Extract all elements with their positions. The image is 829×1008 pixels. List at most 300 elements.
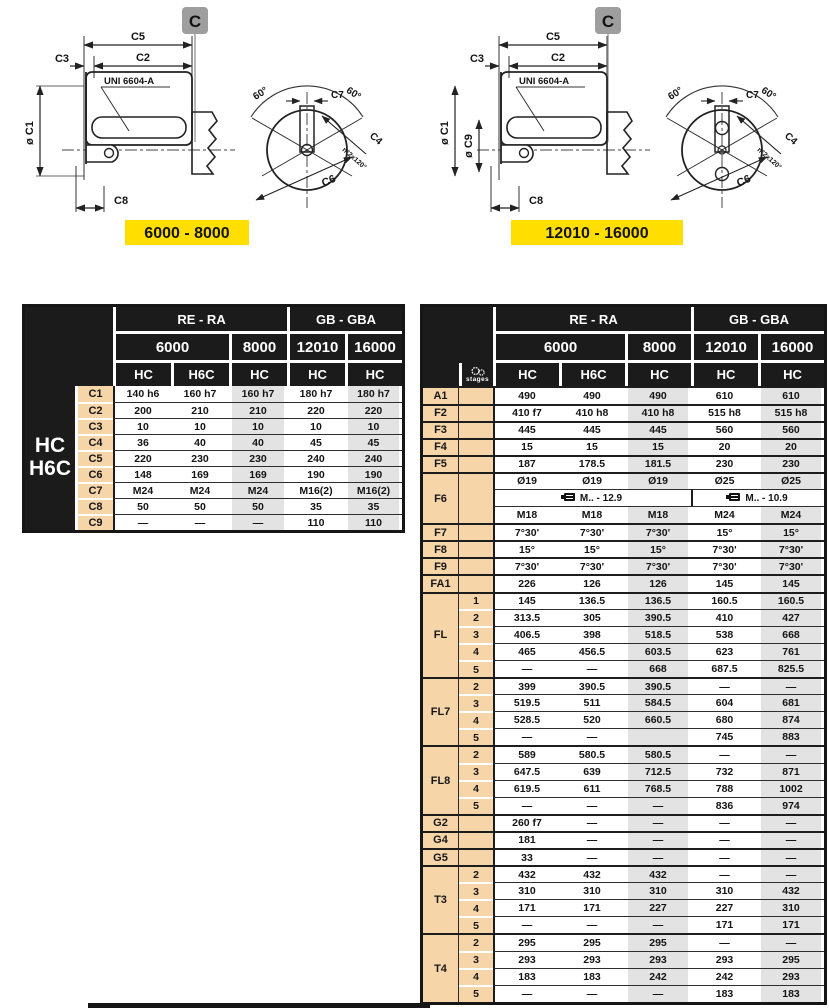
table-row	[423, 592, 824, 609]
value-cell: 295	[493, 933, 559, 950]
value-cell: 295	[625, 933, 691, 950]
row-label: C2	[78, 402, 113, 418]
type-header: HC	[691, 363, 758, 386]
table-row	[423, 797, 824, 814]
value-cell: —	[493, 797, 559, 814]
dim-label-c5: C5	[545, 31, 561, 43]
size-range-label: 12010 - 16000	[545, 225, 649, 242]
value-cell: 220	[345, 402, 402, 418]
header-corner	[25, 307, 113, 386]
value-cell: —	[559, 985, 625, 1002]
size-header: 12010	[691, 334, 758, 363]
value-cell: 7°30'	[559, 523, 625, 540]
table-row	[423, 968, 824, 985]
angle-label-right: 60°	[759, 85, 778, 103]
value-cell: 560	[691, 421, 758, 438]
dim-label-c7: C7	[331, 90, 344, 101]
value-cell: 603.5	[625, 643, 691, 660]
stage-cell: 3	[459, 626, 493, 643]
value-cell: 36	[113, 434, 171, 450]
value-cell: Ø19	[559, 472, 625, 489]
value-cell: 190	[345, 466, 402, 482]
table-row	[25, 466, 402, 482]
value-cell: 7°30'	[691, 540, 758, 557]
stage-cell: 3	[459, 694, 493, 711]
screw-class-cell	[493, 489, 691, 506]
value-cell: 310	[691, 882, 758, 899]
value-cell: 126	[625, 574, 691, 591]
type-header: HC	[625, 363, 691, 386]
value-cell: —	[758, 677, 824, 694]
value-cell: 7°30'	[493, 523, 559, 540]
table-row	[423, 660, 824, 677]
row-label: C3	[78, 418, 113, 434]
series-header-gb-gba: GB - GBA	[691, 307, 824, 334]
value-cell: 20	[758, 438, 824, 455]
value-cell: —	[559, 848, 625, 865]
value-cell: 490	[493, 386, 559, 403]
value-cell: 432	[559, 865, 625, 882]
stage-cell: 2	[459, 609, 493, 626]
stage-cell: 4	[459, 968, 493, 985]
value-cell: —	[625, 916, 691, 933]
value-cell: 200	[113, 402, 171, 418]
dim-label-c3: C3	[54, 53, 70, 65]
value-cell: 580.5	[559, 745, 625, 762]
table-row	[423, 865, 824, 882]
value-cell: M24	[113, 482, 171, 498]
value-cell: 220	[113, 450, 171, 466]
value-cell: —	[493, 916, 559, 933]
table-row	[423, 831, 824, 848]
value-cell: 410 f7	[493, 404, 559, 421]
value-cell: 310	[758, 899, 824, 916]
value-cell: —	[559, 797, 625, 814]
row-label: C4	[78, 434, 113, 450]
value-cell: —	[559, 660, 625, 677]
value-cell: —	[691, 677, 758, 694]
value-cell: 745	[691, 728, 758, 745]
table-row	[423, 438, 824, 455]
table-row	[423, 728, 824, 745]
size-header: 8000	[229, 334, 287, 363]
table-row	[423, 421, 824, 438]
row-label: F2	[423, 404, 459, 421]
dim-label-c1: ø C1	[24, 121, 36, 145]
value-cell: 432	[625, 865, 691, 882]
value-cell: 390.5	[559, 677, 625, 694]
value-cell: 110	[287, 514, 345, 530]
value-cell: 7°30'	[758, 557, 824, 574]
table-row	[423, 455, 824, 472]
dim-label-c8: C8	[114, 195, 129, 207]
table-row	[25, 482, 402, 498]
value-cell: 768.5	[625, 780, 691, 797]
value-cell: 10	[345, 418, 402, 434]
table-row	[423, 882, 824, 899]
value-cell: —	[758, 745, 824, 762]
value-cell: 310	[625, 882, 691, 899]
row-label: F7	[423, 523, 459, 540]
dim-label-c3: C3	[469, 53, 485, 65]
value-cell: 230	[758, 455, 824, 472]
value-cell: —	[559, 728, 625, 745]
value-cell: —	[758, 865, 824, 882]
value-cell: 295	[758, 951, 824, 968]
value-cell: 390.5	[625, 609, 691, 626]
type-header-row	[423, 363, 824, 386]
table-row	[423, 574, 824, 591]
corner-tag-letter: C	[188, 12, 202, 31]
value-cell: M24	[229, 482, 287, 498]
value-cell: 35	[345, 498, 402, 514]
table-row	[423, 933, 824, 950]
hc-h6c-dimension-table	[22, 304, 405, 533]
stage-cell	[459, 814, 493, 831]
stage-cell: 4	[459, 711, 493, 728]
keyway-slot	[92, 117, 186, 138]
table-row	[423, 780, 824, 797]
value-cell: 445	[559, 421, 625, 438]
value-cell: 7°30'	[559, 557, 625, 574]
side-label-line: HC	[34, 434, 66, 458]
row-label: F3	[423, 421, 459, 438]
value-cell: 7°30'	[691, 557, 758, 574]
value-cell: —	[691, 745, 758, 762]
value-cell: 145	[493, 592, 559, 609]
value-cell: 210	[229, 402, 287, 418]
stage-cell	[459, 848, 493, 865]
value-cell: 230	[691, 455, 758, 472]
stage-cell: 5	[459, 728, 493, 745]
value-cell: 668	[758, 626, 824, 643]
value-cell: 148	[113, 466, 171, 482]
value-cell: —	[625, 831, 691, 848]
value-cell: 10	[229, 418, 287, 434]
main-dimension-table	[420, 304, 827, 1005]
value-cell: 293	[758, 968, 824, 985]
value-cell: 647.5	[493, 763, 559, 780]
table-row	[25, 514, 402, 530]
value-cell: 171	[691, 916, 758, 933]
value-cell: 160 h7	[229, 386, 287, 402]
value-cell: 240	[287, 450, 345, 466]
stage-cell	[459, 523, 493, 540]
row-label: FL	[423, 592, 459, 677]
value-cell: 511	[559, 694, 625, 711]
table-row	[25, 450, 402, 466]
dim-label-c5: C5	[130, 31, 146, 43]
row-label: FA1	[423, 574, 459, 591]
value-cell: M24	[691, 506, 758, 523]
value-cell: Ø25	[691, 472, 758, 489]
table-row	[423, 626, 824, 643]
stage-cell	[459, 831, 493, 848]
value-cell: 445	[625, 421, 691, 438]
type-header: HC	[758, 363, 824, 386]
value-cell: 171	[559, 899, 625, 916]
value-cell: 619.5	[493, 780, 559, 797]
value-cell: 33	[493, 848, 559, 865]
stage-cell	[459, 404, 493, 421]
value-cell: 406.5	[493, 626, 559, 643]
stage-cell	[459, 540, 493, 557]
angle-label-left: 60°	[666, 85, 685, 103]
value-cell: 136.5	[625, 592, 691, 609]
value-cell: —	[691, 865, 758, 882]
value-cell: —	[493, 985, 559, 1002]
value-cell: 260 f7	[493, 814, 559, 831]
table-row	[423, 848, 824, 865]
dim-label-c9: ø C9	[463, 134, 475, 158]
value-cell: 7°30'	[758, 540, 824, 557]
value-cell: —	[625, 985, 691, 1002]
value-cell: 623	[691, 643, 758, 660]
value-cell: 7°30'	[625, 523, 691, 540]
value-cell: 874	[758, 711, 824, 728]
value-cell: 50	[171, 498, 229, 514]
value-cell: 528.5	[493, 711, 559, 728]
value-cell: 732	[691, 763, 758, 780]
header-corner	[423, 363, 459, 386]
table-row	[423, 404, 824, 421]
value-cell: 240	[345, 450, 402, 466]
value-cell: 515 h8	[758, 404, 824, 421]
value-cell: 10	[113, 418, 171, 434]
value-cell: 639	[559, 763, 625, 780]
value-cell: 171	[493, 899, 559, 916]
value-cell: 883	[758, 728, 824, 745]
screw-class-label: M.. - 12.9	[579, 492, 623, 504]
series-header-re-ra: RE - RA	[493, 307, 691, 334]
size-header: 16000	[345, 334, 402, 363]
value-cell: 398	[559, 626, 625, 643]
table-row	[25, 386, 402, 402]
stage-cell: 1	[459, 592, 493, 609]
value-cell: 171	[758, 916, 824, 933]
value-cell: 560	[758, 421, 824, 438]
value-cell: 584.5	[625, 694, 691, 711]
value-cell: 310	[559, 882, 625, 899]
stage-cell: 4	[459, 643, 493, 660]
side-label	[25, 386, 78, 530]
value-cell: —	[691, 814, 758, 831]
stage-cell	[459, 557, 493, 574]
dim-label-c1: ø C1	[439, 121, 451, 145]
stage-cell: 5	[459, 916, 493, 933]
value-cell: 227	[691, 899, 758, 916]
value-cell: 836	[691, 797, 758, 814]
dim-label-c4: C4	[367, 130, 385, 148]
value-cell: 788	[691, 780, 758, 797]
value-cell: 187	[493, 455, 559, 472]
side-label-line: H6C	[28, 457, 71, 480]
row-label: C8	[78, 498, 113, 514]
table-row	[423, 814, 824, 831]
stage-cell: 5	[459, 985, 493, 1002]
value-cell: 399	[493, 677, 559, 694]
table-row	[423, 951, 824, 968]
value-cell: —	[758, 814, 824, 831]
stage-cell: 4	[459, 780, 493, 797]
value-cell: 490	[559, 386, 625, 403]
value-cell: M18	[493, 506, 559, 523]
table-row	[25, 434, 402, 450]
row-label: FL7	[423, 677, 459, 745]
value-cell: —	[171, 514, 229, 530]
value-cell: 515 h8	[691, 404, 758, 421]
value-cell: 680	[691, 711, 758, 728]
bolt-icon	[564, 493, 575, 501]
size-range-label: 6000 - 8000	[144, 225, 230, 242]
table-row	[423, 763, 824, 780]
value-cell: 160 h7	[183, 388, 217, 400]
dim-label-c8: C8	[529, 195, 544, 207]
value-cell: 295	[559, 933, 625, 950]
table-row	[423, 677, 824, 694]
stage-cell	[459, 574, 493, 591]
value-cell: 242	[691, 968, 758, 985]
value-cell: 15	[559, 438, 625, 455]
value-cell: 7°30'	[625, 557, 691, 574]
value-cell	[625, 728, 691, 745]
size-header: 16000	[758, 334, 824, 363]
value-cell: 181	[493, 831, 559, 848]
stage-cell: 3	[459, 763, 493, 780]
table-row	[423, 916, 824, 933]
row-label: C7	[78, 482, 113, 498]
stage-cell	[459, 455, 493, 472]
size-header: 12010	[287, 334, 345, 363]
dim-label-c6: C6	[319, 172, 338, 190]
value-cell: —	[559, 916, 625, 933]
bolt-icon	[729, 493, 740, 501]
value-cell: 50	[113, 498, 171, 514]
value-cell: 40	[229, 434, 287, 450]
header-corner	[423, 307, 493, 363]
value-cell: —	[559, 831, 625, 848]
value-cell: 136.5	[559, 592, 625, 609]
row-label: G4	[423, 831, 459, 848]
stages-header	[459, 363, 493, 386]
size-header: 6000	[113, 334, 229, 363]
cut-off-next-section	[88, 1003, 430, 1008]
value-cell: —	[625, 797, 691, 814]
value-cell: 390.5	[625, 677, 691, 694]
value-cell: M24	[758, 506, 824, 523]
type-header: HC	[229, 363, 287, 386]
angle-label-right: 60°	[344, 85, 363, 103]
value-cell: 169	[229, 466, 287, 482]
value-cell: 432	[493, 865, 559, 882]
type-header: HC	[493, 363, 559, 386]
dim-label-c6: C6	[734, 172, 753, 190]
value-cell: —	[758, 933, 824, 950]
value-cell: 490	[625, 386, 691, 403]
value-cell: —	[229, 514, 287, 530]
dim-label-c7: C7	[746, 90, 759, 101]
value-cell: 825.5	[758, 660, 824, 677]
row-label: G5	[423, 848, 459, 865]
table-row	[423, 643, 824, 660]
value-cell: 140 h6	[113, 386, 171, 402]
type-header: HC	[113, 363, 171, 386]
table-row	[423, 540, 824, 557]
value-cell: 110	[345, 514, 402, 530]
value-cell: —	[625, 814, 691, 831]
value-cell: —	[493, 660, 559, 677]
value-cell: 20	[691, 438, 758, 455]
size-header: 8000	[625, 334, 691, 363]
value-cell: 183	[559, 968, 625, 985]
value-cell: M18	[625, 506, 691, 523]
value-cell: 410 h8	[625, 404, 691, 421]
row-label: C6	[78, 466, 113, 482]
row-label: F9	[423, 557, 459, 574]
series-header-row	[25, 307, 402, 334]
keyway-slot	[507, 117, 601, 138]
row-label: A1	[423, 386, 459, 403]
value-cell: 15	[625, 438, 691, 455]
value-cell: 10	[171, 418, 229, 434]
value-cell: 160.5	[758, 592, 824, 609]
value-cell: 50	[229, 498, 287, 514]
value-cell: 183	[691, 985, 758, 1002]
stage-cell: 3	[459, 951, 493, 968]
table-row	[25, 402, 402, 418]
value-cell: 227	[625, 899, 691, 916]
row-label: F4	[423, 438, 459, 455]
value-cell: Ø19	[625, 472, 691, 489]
stage-cell: 3	[459, 882, 493, 899]
value-cell: 7°30'	[493, 557, 559, 574]
value-cell: 180 h7	[299, 388, 333, 400]
value-cell: 210	[171, 402, 229, 418]
type-header: HC	[287, 363, 345, 386]
value-cell: 538	[691, 626, 758, 643]
value-cell: M16(2)	[287, 482, 345, 498]
value-cell: 180 h7	[345, 386, 402, 402]
screw-class-label: M.. - 10.9	[745, 492, 788, 504]
value-cell: 160.5	[691, 592, 758, 609]
value-cell: 465	[493, 643, 559, 660]
corner-tag-letter: C	[601, 12, 615, 31]
value-cell: 15°	[559, 540, 625, 557]
value-cell: 580.5	[625, 745, 691, 762]
value-cell: 293	[493, 951, 559, 968]
value-cell: 681	[758, 694, 824, 711]
row-label: T3	[423, 865, 459, 933]
value-cell: 410 h8	[559, 404, 625, 421]
row-label: C9	[78, 514, 113, 530]
value-cell: 305	[559, 609, 625, 626]
row-label: C1	[78, 386, 113, 402]
value-cell: —	[559, 814, 625, 831]
keyway-standard-label: UNI 6604-A	[104, 76, 155, 87]
value-cell: 611	[559, 780, 625, 797]
value-cell: —	[113, 514, 171, 530]
value-cell: Ø25	[758, 472, 824, 489]
row-label: F5	[423, 455, 459, 472]
value-cell: 518.5	[625, 626, 691, 643]
dim-label-c4: C4	[782, 130, 800, 148]
value-cell: 230	[171, 450, 229, 466]
value-cell: 145	[758, 574, 824, 591]
value-cell: —	[493, 728, 559, 745]
value-cell: 668	[625, 660, 691, 677]
value-cell: 15°	[758, 523, 824, 540]
row-label: FL8	[423, 745, 459, 813]
